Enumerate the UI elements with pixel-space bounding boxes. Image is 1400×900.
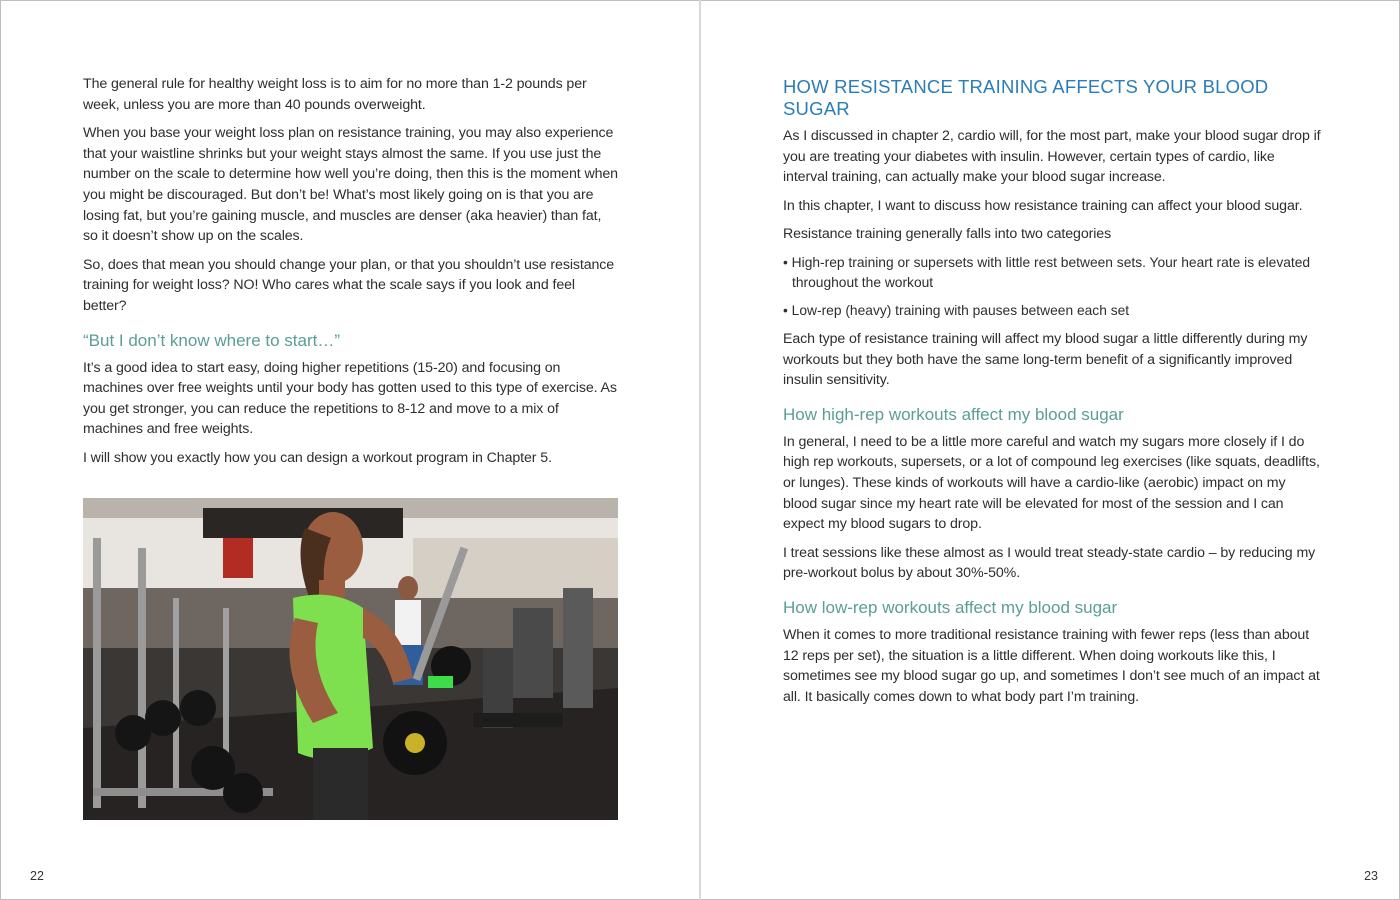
- paragraph: So, does that mean you should change your plan, or that you shouldn’t use resistance training for weight loss? NO! Who cares what the scale says if you look and feel better?: [83, 256, 615, 314]
- paragraph: In this chapter, I want to discuss how resistance training can affect your blood sugar.: [783, 197, 1303, 214]
- left-page: [0, 0, 699, 900]
- paragraph: I treat sessions like these almost as I would treat steady-state cardio – by reducing my pre-workout bolus by about 30%-50%.: [783, 544, 1316, 582]
- bullet-item: • Low-rep (heavy) training with pauses between each set: [783, 302, 1130, 318]
- paragraph: It’s a good idea to start easy, doing higher repetitions (15-20) and focusing on machines over free weights until your body has gotten used to this type of exercise. As you get stronger, you can reduce the repetitions to 8-12 and move to a mix of machines and free weights.: [83, 359, 617, 438]
- paragraph: As I discussed in chapter 2, cardio will, for the most part, make your blood sugar drop if you are treating your diabetes with insulin. However, certain types of cardio, like interval training, can actually make your blood sugar increase.: [783, 128, 1321, 186]
- paragraph: Each type of resistance training will affect my blood sugar a little differently during my workouts but they both have the same long-term benefit of a significantly improved insulin sensitivity.: [783, 330, 1308, 389]
- left-text-column: [83, 74, 618, 477]
- page-number: 22: [30, 869, 44, 883]
- subheading-low-rep: How low-rep workouts affect my blood sugar: [783, 597, 1118, 617]
- paragraph: I will show you exactly how you can design a workout program in Chapter 5.: [83, 449, 552, 466]
- right-page: [701, 0, 1400, 900]
- subheading-high-rep: How high-rep workouts affect my blood sugar: [783, 404, 1124, 424]
- page-number: 23: [1364, 869, 1378, 883]
- bullet-item: • High-rep training or supersets with little rest between sets. Your heart rate is elevated throughout the workout: [783, 254, 1311, 290]
- right-text-column: [783, 76, 1323, 715]
- paragraph: Resistance training generally falls into two categories: [783, 226, 1112, 243]
- paragraph: In general, I need to be a little more careful and watch my sugars more closely if I do high rep workouts, supersets, or a lot of compound leg exercises (like squats, deadlifts, or lunges). These kinds of workouts will have a cardio-like (aerobic) impact on my blood sugar since my heart rate will be elevated for most of the session and I can expect my blood sugars to drop.: [783, 433, 1320, 533]
- chapter-heading: HOW RESISTANCE TRAINING AFFECTS YOUR BLOOD SUGAR: [783, 76, 1269, 119]
- gym-photo: [83, 498, 618, 820]
- paragraph: When you base your weight loss plan on resistance training, you may also experience that your waistline shrinks but your weight stays almost the same. If you use just the number on the scale to determine how well you’re doing, then this is the moment when you might be discouraged. But don’t be! What’s most likely going on is that you are losing fat, but you’re gaining muscle, and muscles are denser (aka heavier) than fat, so it doesn’t show up on the scales.: [83, 125, 618, 245]
- paragraph: When it comes to more traditional resistance training with fewer reps (less than about 12 reps per set), the situation is a little different. When doing workouts like this, I sometimes see my blood sugar go up, and sometimes I don’t see much of an impact at all. It basically comes down to what body part I’m training.: [783, 626, 1320, 705]
- subheading-where-to-start: “But I don’t know where to start…”: [83, 330, 340, 350]
- paragraph: The general rule for healthy weight loss is to aim for no more than 1-2 pounds per week, unless you are more than 40 pounds overweight.: [83, 76, 587, 113]
